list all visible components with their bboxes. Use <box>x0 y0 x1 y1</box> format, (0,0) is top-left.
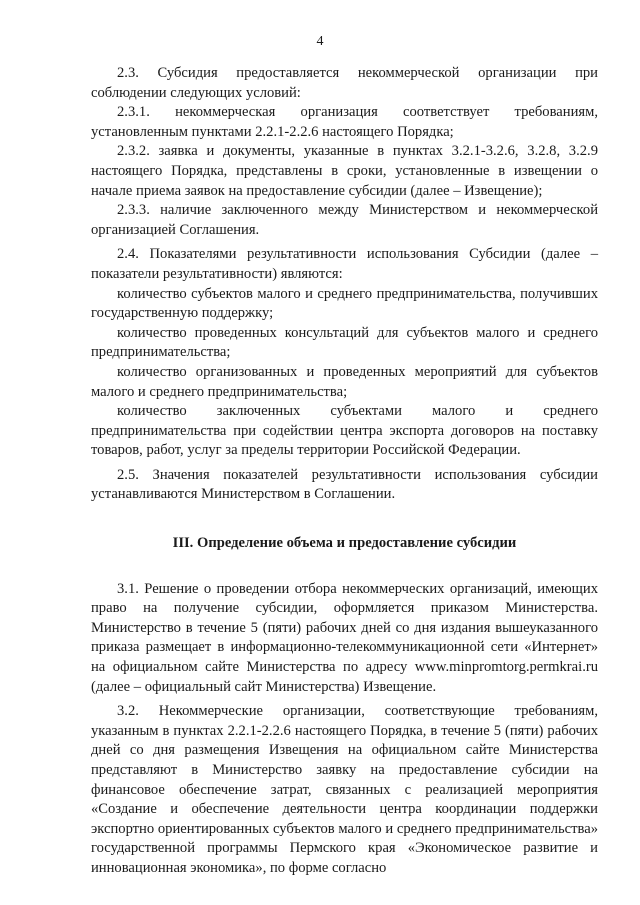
paragraph-2-3: 2.3. Субсидия предоставляется некоммерческой организации при соблюдении следующих условий: <box>91 65 598 101</box>
paragraph-2-3-2: 2.3.2. заявка и документы, указанные в пунктах 3.2.1-3.2.6, 3.2.8, 3.2.9 настоящего Порядка, представлены в сроки, установленные в извещении о начале приема заявок на предоставление субсидии (далее – Извещение); <box>91 143 598 199</box>
page-number: 4 <box>316 34 324 49</box>
indicator-item: количество заключенных субъектами малого и среднего предпринимательства при содействии центра экспорта договоров на поставку товаров, работ, услуг за пределы территории Российской Федерации. <box>91 403 598 459</box>
paragraph-2-3-3: 2.3.3. наличие заключенного между Министерством и некоммерческой организацией Соглашения. <box>91 202 598 238</box>
paragraph-2-3-1: 2.3.1. некоммерческая организация соответствует требованиям, установленным пунктами 2.2.1-2.2.6 настоящего Порядка; <box>91 104 598 140</box>
paragraph-3-2: 3.2. Некоммерческие организации, соответствующие требованиям, указанным в пунктах 2.2.1-2.2.6 настоящего Порядка, в течение 5 (пяти) рабочих дней со дня размещения Извещения на официальном сайте Министерства представляют в Министерство заявку на предоставление субсидии на финансовое обеспечение затрат, связанных с реализацией мероприятия «Создание и обеспечение деятельности центра координации поддержки экспортно ориентированных субъектов малого и среднего предпринимательства» государственной программы Пермского края «Экономическое развитие и инновационная экономика», по форме согласно <box>91 703 598 876</box>
paragraph-2-4: 2.4. Показателями результативности использования Субсидии (далее – показатели результативности) являются: <box>91 246 598 282</box>
indicator-item: количество проведенных консультаций для субъектов малого и среднего предпринимательства; <box>91 324 598 361</box>
indicator-item: количество субъектов малого и среднего предпринимательства, получивших государственную поддержку; <box>91 285 598 322</box>
section-heading: III. Определение объема и предоставление субсидии <box>172 535 517 552</box>
paragraph-3-1: 3.1. Решение о проведении отбора некоммерческих организаций, имеющих право на получение субсидии, оформляется приказом Министерства. Министерство в течение 5 (пяти) рабочих дней со дня издания вышеуказанного приказа размещает в информационно-телекоммуникационной сети «Интернет» на официальном сайте Министерства по адресу www.minpromtorg.permkrai.ru (далее – официальный сайт Министерства) Извещение. <box>91 580 598 695</box>
indicator-item: количество организованных и проведенных мероприятий для субъектов малого и среднего предпринимательства; <box>91 363 598 400</box>
paragraph-2-5: 2.5. Значения показателей результативности использования субсидии устанавливаются Министерством в Соглашении. <box>91 466 598 503</box>
document-body <box>91 64 598 879</box>
